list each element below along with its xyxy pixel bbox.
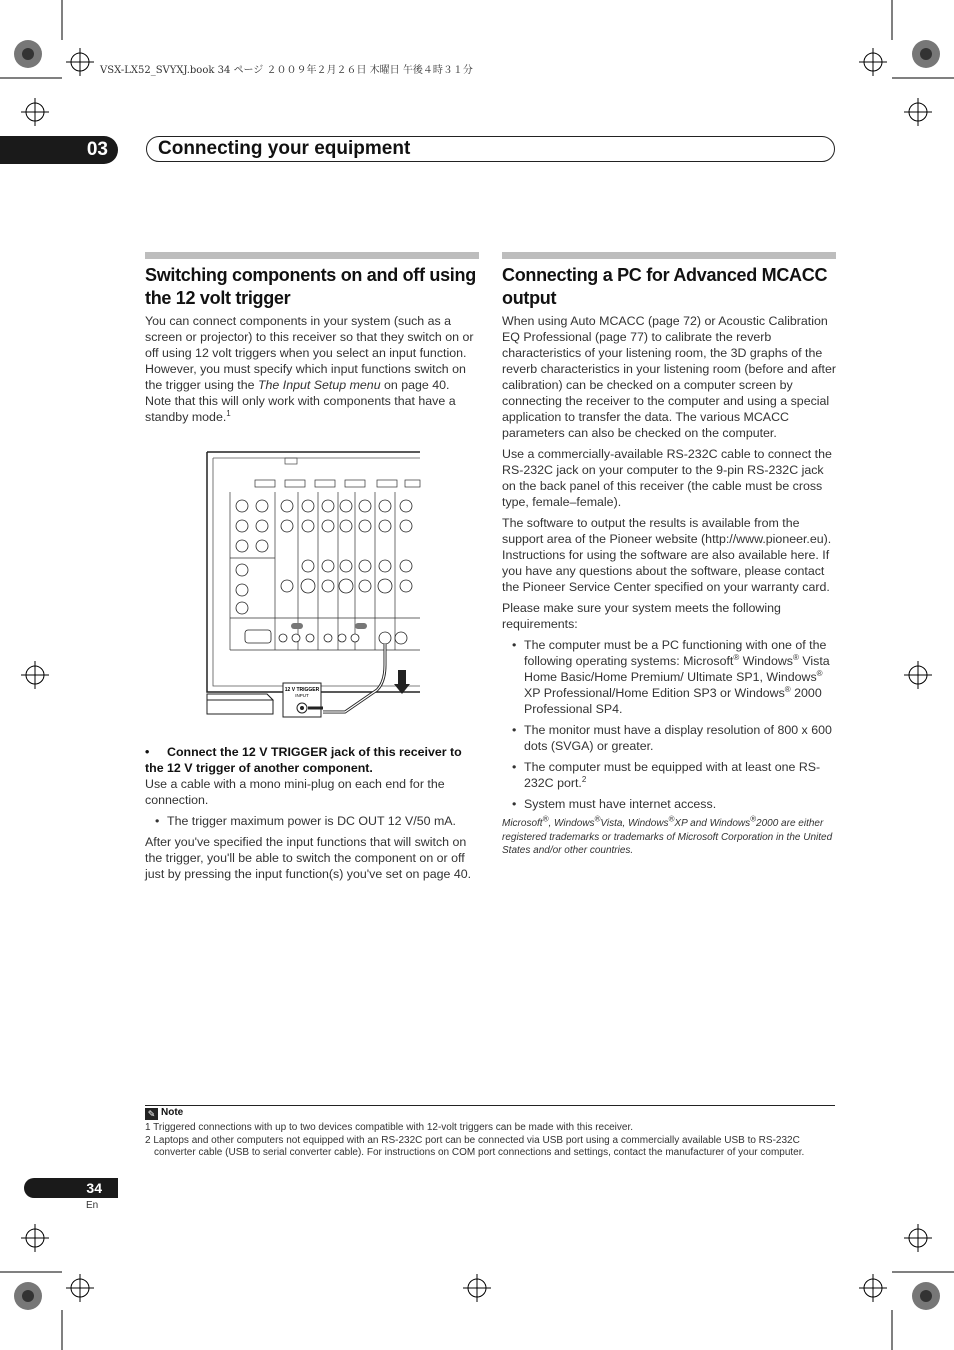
intro-text-1: You can connect components in your system (such as a screen or projector) to this receiver so that they switch on or off using 12 volt triggers when you select an input function. However, you must specify which input functions switch on the trigger using the (145, 314, 474, 392)
list-item: • The monitor must have a display resolution of 800 x 600 dots (SVGA) or greater. (502, 722, 836, 754)
bullet-heading: • Connect the 12 V TRIGGER jack of this receiver to the 12 V trigger of another component. (145, 744, 479, 776)
footnote-ref-1: 1 (226, 408, 231, 418)
footnote-ref-2: 2 (581, 774, 587, 784)
trigger-notes-list (145, 813, 479, 829)
footnote-divider (145, 1105, 835, 1106)
note-heading (145, 1107, 183, 1120)
section-heading-12v-trigger: Switching components on and off using the 12 volt trigger (145, 265, 476, 308)
paragraph-2: Use a commercially-available RS-232C cable to connect the RS-232C jack on your computer to the 9-pin RS-232C jack on the back panel of this receiver (the cable must be cross type, female–female). (502, 447, 832, 509)
chapter-title: Connecting your equipment (158, 138, 411, 159)
requirements-list (502, 637, 836, 812)
right-column (502, 252, 836, 863)
intro-text-2: on page 40. Note that this will only work with components that have a standby mode. (145, 378, 456, 424)
trigger-label-line2: INPUT (295, 693, 309, 698)
pencil-icon: ✎ (145, 1108, 158, 1120)
section-bar (145, 252, 479, 259)
closing-paragraph: After you've specified the input functions that will switch on the trigger, you'll be able to switch the component on or off just by pressing the input function(s) you've set on page 40. (145, 835, 472, 881)
intro-paragraph (145, 313, 479, 425)
page-number: 34 (24, 1178, 118, 1198)
bullet-body: Use a cable with a mono mini-plug on each end for the connection. (145, 777, 445, 807)
list-item: • The trigger maximum power is DC OUT 12 V/50 mA. (145, 813, 479, 829)
input-setup-menu-ref: The Input Setup menu (257, 378, 381, 392)
left-column (145, 252, 479, 887)
list-item: • System must have internet access. (502, 796, 836, 812)
paragraph-1: When using Auto MCACC (page 72) or Acoustic Calibration EQ Professional (page 77) to calibrate the reverb characteristics of your listening room, the 3D graphs of the reverb characteristics in your listening room (before and after calibration) can be checked on a computer screen by connecting the receiver to the computer and using a special application to transfer the data. The various MCACC parameters can also be checked on the computer. (502, 314, 837, 440)
section-heading-pc-mcacc: Connecting a PC for Advanced MCACC output (502, 265, 828, 308)
note-label: Note (161, 1107, 184, 1118)
footnote-1: 1 Triggered connections with up to two devices compatible with 12-volt triggers can be made with this receiver. (145, 1122, 634, 1133)
trademark-notice: Microsoft®, Windows®Vista, Windows®XP and Windows®2000 are either registered trademarks or trademarks of Microsoft Corporation in the United States and/or other countries. (502, 814, 833, 856)
trigger-connection-diagram (205, 450, 495, 730)
footnote-2: 2 Laptops and other computers not equipped with an RS-232C port can be connected via USB port using a commercially available USB to RS-232C converter cable (USB to serial converter cable). For instructions on COM port connections and settings, contact the manufacturer of your computer. (145, 1134, 805, 1158)
page-language: En (86, 1200, 99, 1211)
print-line: VSX-LX52_SVYXJ.book 34 ページ ２００９年２月２６日 木曜日 午後４時３１分 (100, 65, 473, 76)
paragraph-4: Please make sure your system meets the following requirements: (502, 601, 781, 631)
chapter-number: 03 (0, 136, 118, 164)
footnotes (145, 1122, 835, 1160)
section-bar (502, 252, 836, 259)
trigger-label-line1: 12 V TRIGGER (284, 687, 320, 693)
list-item: • The computer must be a PC functioning with one of the following operating systems: Microsoft® Windows® Vista Home Basic/Home Premium/ Ultimate SP1, Windows® XP Professional/Home Edition SP3 or Windows® 2000 Professional SP4. (502, 637, 836, 717)
paragraph-3: The software to output the results is available from the support area of the Pioneer website (http://www.pioneer.eu). Instructions for using the software are also available here. If you have any questions about the software, please contact the Pioneer Service Center specified on your warranty card. (502, 516, 832, 594)
list-item: • The computer must be equipped with at least one RS-232C port.$^2$ (502, 759, 836, 791)
